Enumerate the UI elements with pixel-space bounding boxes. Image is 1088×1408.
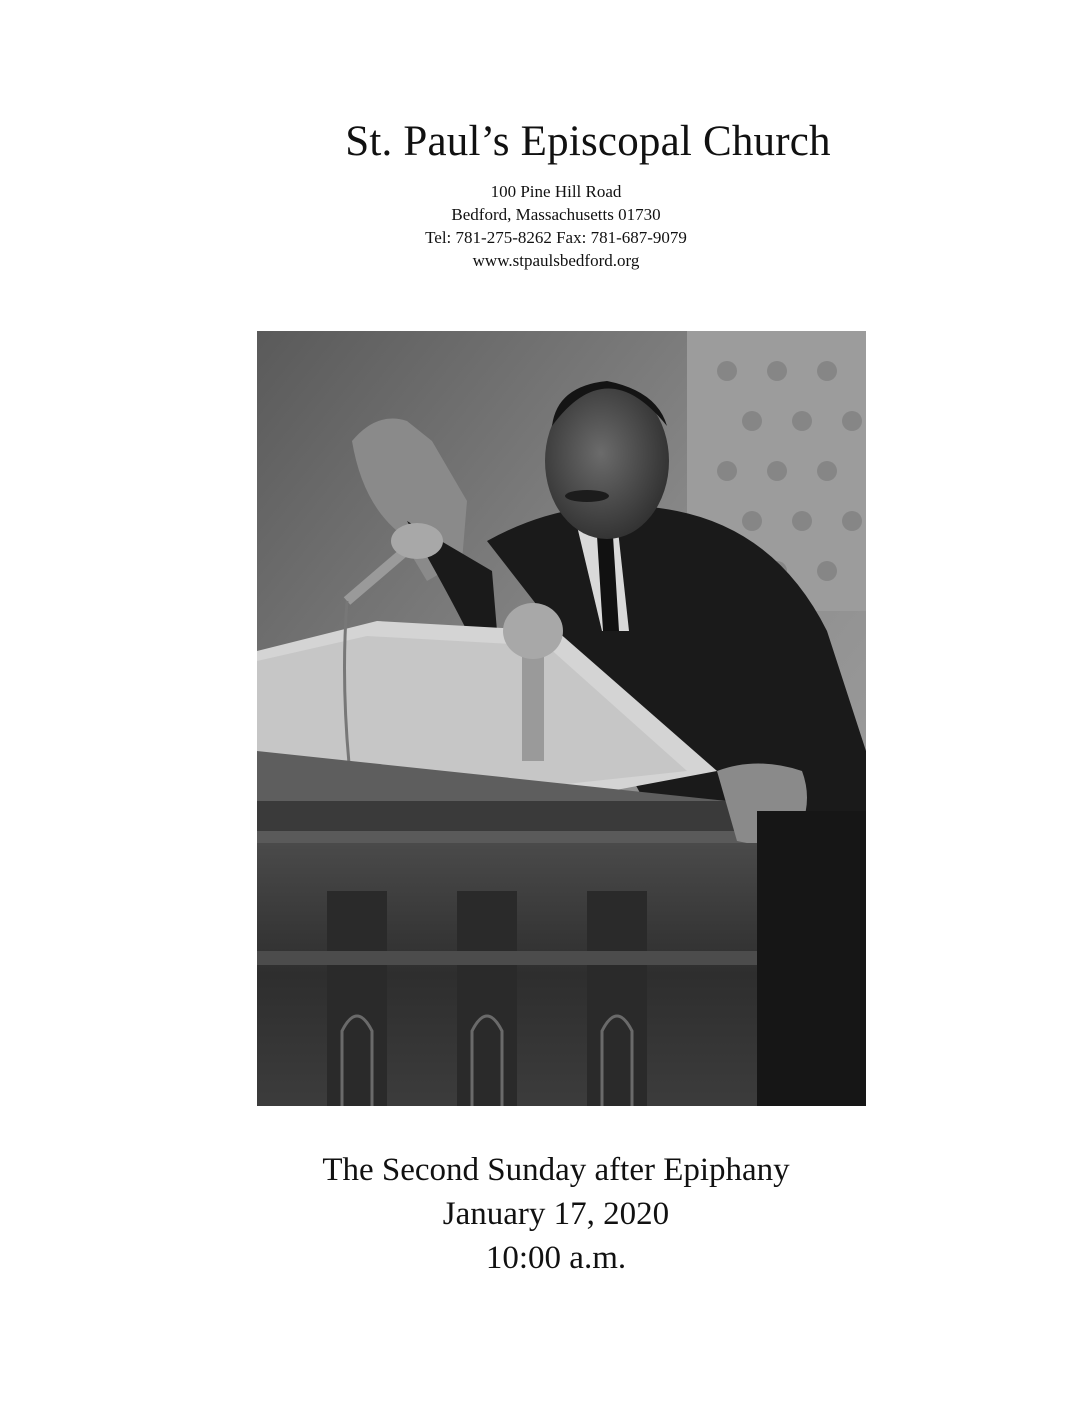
church-address bbox=[0, 180, 1088, 272]
preacher-photo bbox=[257, 331, 866, 1106]
city-state-zip: Bedford, Massachusetts 01730 bbox=[451, 205, 661, 224]
service-occasion: The Second Sunday after Epiphany bbox=[322, 1152, 790, 1188]
service-date: January 17, 2020 bbox=[442, 1196, 670, 1232]
phone-fax: Tel: 781-275-8262 Fax: 781-687-9079 bbox=[425, 228, 687, 247]
website: www.stpaulsbedford.org bbox=[472, 251, 640, 270]
service-time: 10:00 a.m. bbox=[485, 1240, 627, 1276]
church-name: St. Paul’s Episcopal Church bbox=[345, 118, 831, 165]
service-info bbox=[0, 1148, 1088, 1280]
street-address: 100 Pine Hill Road bbox=[490, 182, 622, 201]
